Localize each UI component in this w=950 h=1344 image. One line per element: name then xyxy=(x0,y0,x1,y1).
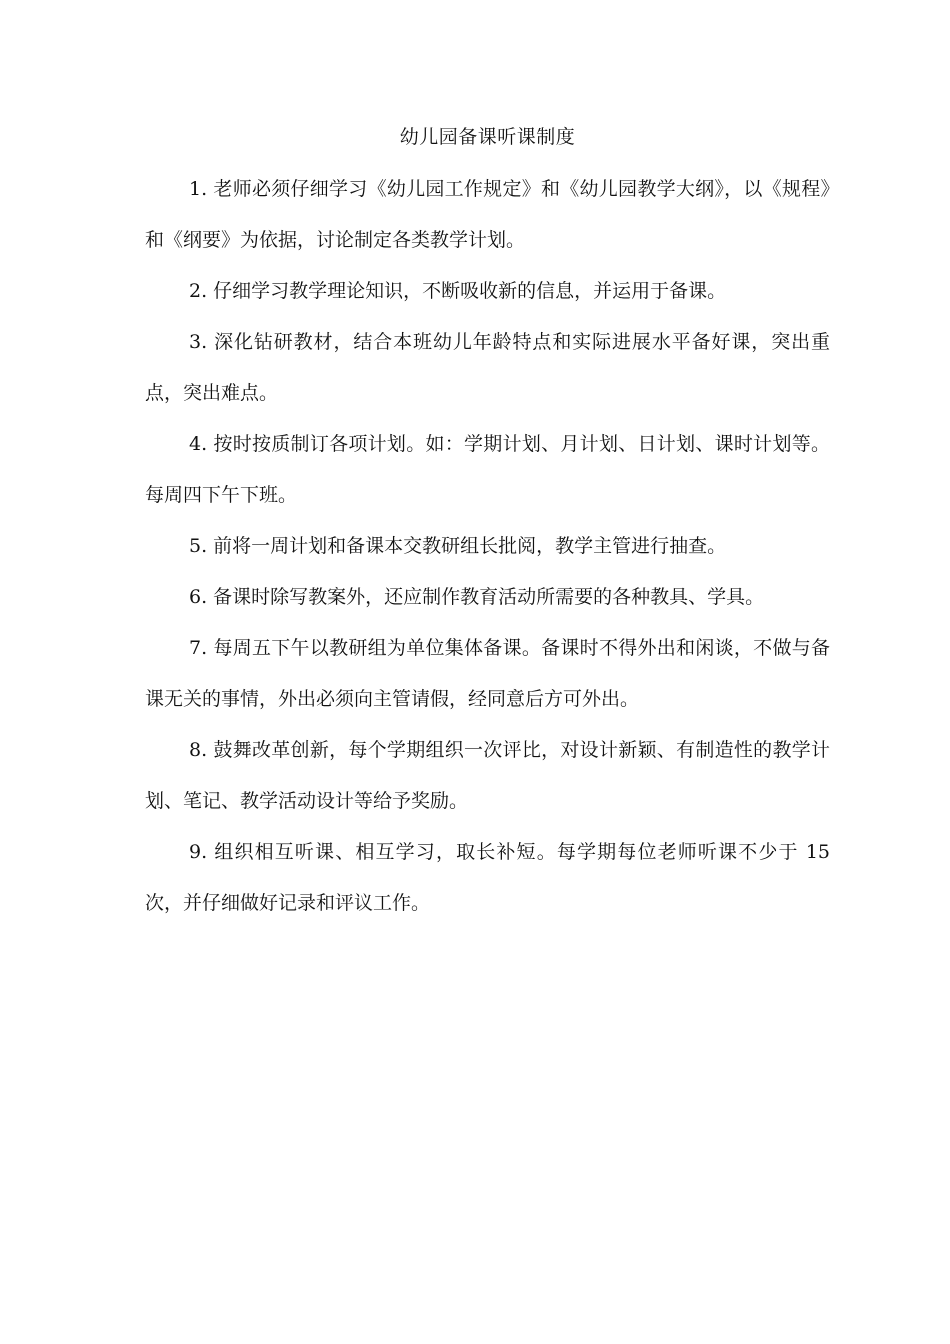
paragraph-3: 3. 深化钻研教材，结合本班幼儿年龄特点和实际进展水平备好课，突出重点，突出难点。 xyxy=(145,331,830,404)
paragraph-7: 7. 每周五下午以教研组为单位集体备课。备课时不得外出和闲谈，不做与备课无关的事情，外出必须向主管请假，经同意后方可外出。 xyxy=(145,637,830,710)
paragraph-9: 9. 组织相互听课、相互学习，取长补短。每学期每位老师听课不少于 15 次，并仔细做好记录和评议工作。 xyxy=(145,841,830,914)
document-title: 幼儿园备课听课制度 xyxy=(399,126,576,148)
paragraph-4: 4. 按时按质制订各项计划。如：学期计划、月计划、日计划、课时计划等。每周四下午下班。 xyxy=(145,433,830,506)
paragraph-5: 5. 前将一周计划和备课本交教研组长批阅，教学主管进行抽查。 xyxy=(189,535,727,557)
document-body xyxy=(145,122,830,929)
paragraph-1: 1. 老师必须仔细学习《幼儿园工作规定》和《幼儿园教学大纲》，以《规程》和《纲要》为依据，讨论制定各类教学计划。 xyxy=(145,178,830,251)
paragraph-2: 2. 仔细学习教学理论知识，不断吸收新的信息，并运用于备课。 xyxy=(189,280,727,302)
paragraph-8: 8. 鼓舞改革创新，每个学期组织一次评比，对设计新颖、有制造性的教学计划、笔记、教学活动设计等给予奖励。 xyxy=(145,739,830,812)
paragraph-6: 6. 备课时除写教案外，还应制作教育活动所需要的各种教具、学具。 xyxy=(189,586,765,608)
